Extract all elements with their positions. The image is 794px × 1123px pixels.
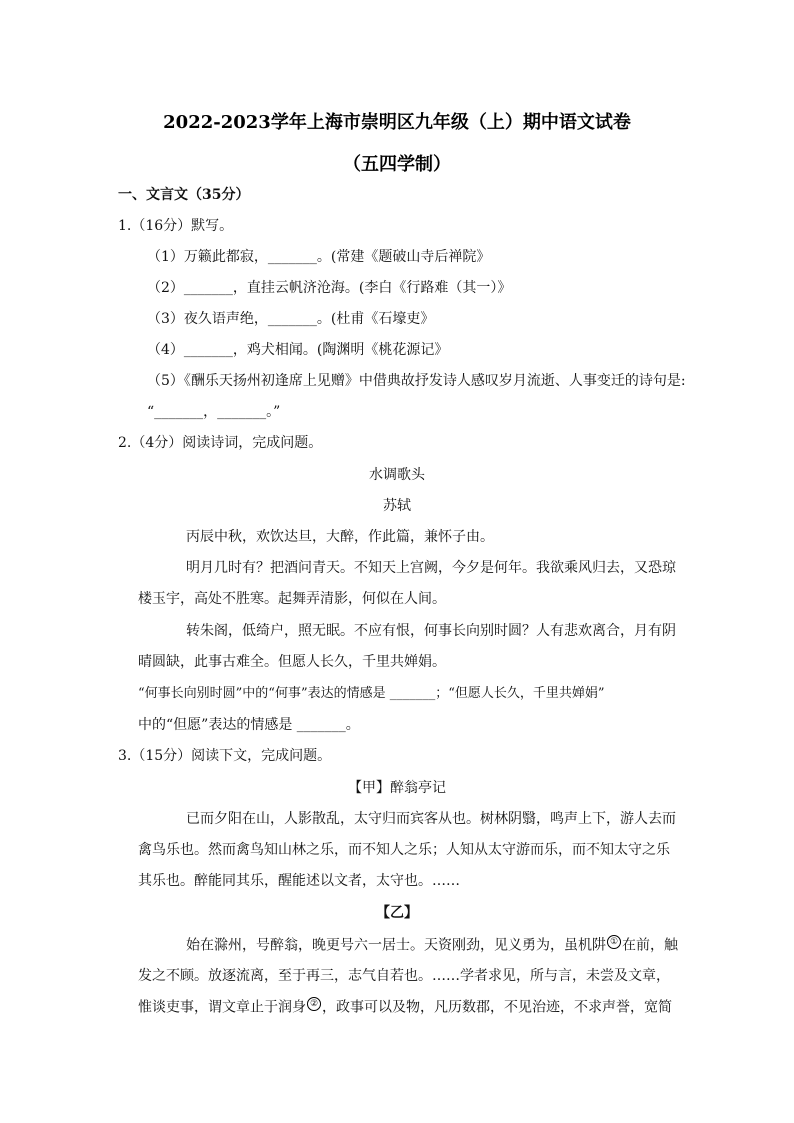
poem-title: 水调歌头 <box>369 467 425 483</box>
passage-jia-line: 禽鸟乐也。然而禽鸟知山林之乐，而不知人之乐；人知从太守游而乐，而不知太守之乐 <box>138 842 670 858</box>
document-subtitle: （五四学制） <box>343 154 451 175</box>
poem-line: 明月几时有？把酒问青天。不知天上宫阙，今夕是何年。我欲乘风归去，又恐琼 <box>186 560 676 576</box>
question-2-stem: 2.（4分）阅读诗词，完成问题。 <box>118 435 323 451</box>
document-title: 2022-2023学年上海市崇明区九年级（上）期中语文试卷 <box>163 112 631 133</box>
passage-yi-text: ，政事可以及物，凡历数郡，不见治迹，不求声誉，宽简 <box>322 999 672 1016</box>
question-3-stem: 3.（15分）阅读下文，完成问题。 <box>118 748 332 764</box>
question-1-item-4: （4）_______，鸡犬相闻。(陶渊明《桃花源记》 <box>147 342 449 358</box>
passage-yi-line <box>186 935 678 956</box>
section-heading: 一、文言文（35分） <box>118 187 250 203</box>
question-1-stem: 1.（16分）默写。 <box>118 218 234 234</box>
question-1-item-5-answer: “_______，_______。” <box>147 404 281 420</box>
passage-yi-title: 【乙】 <box>376 905 418 921</box>
footnote-marker: ① <box>607 935 621 949</box>
poem-preface: 丙辰中秋，欢饮达旦，大醉，作此篇，兼怀子由。 <box>186 529 494 545</box>
footnote-marker: ② <box>307 997 321 1011</box>
passage-yi-line: 发之不顾。放逐流离，至于再三，志气自若也。……学者求见，所与言，未尝及文章， <box>138 968 670 984</box>
passage-jia-line: 已而夕阳在山，人影散乱，太守归而宾客从也。树林阴翳，鸣声上下，游人去而 <box>186 811 676 827</box>
poem-line: 楼玉宇，高处不胜寒。起舞弄清影，何似在人间。 <box>138 591 446 607</box>
poem-author: 苏轼 <box>383 498 411 514</box>
question-1-item-2: （2）_______，直挂云帆济沧海。(李白《行路难（其一）》 <box>147 280 512 296</box>
question-1-item-5: （5）《酬乐天扬州初逢席上见赠》中借典故抒发诗人感叹岁月流逝、人事变迁的诗句是: <box>147 373 686 389</box>
question-1-item-3: （3）夜久语声绝，_______。(杜甫《石壕吏》 <box>147 311 435 327</box>
passage-yi-text: 始在滁州，号醉翁，晚更号六一居士。天资刚劲，见义勇为，虽机阱 <box>186 937 606 954</box>
question-1-item-1: （1）万籁此都寂，_______。(常建《题破山寺后禅院》 <box>147 249 491 265</box>
poem-line: 晴圆缺，此事古难全。但愿人长久，千里共婵娟。 <box>138 654 446 670</box>
passage-jia-line: 其乐也。醉能同其乐，醒能述以文者，太守也。…… <box>138 873 460 889</box>
passage-yi-text: 在前，触 <box>622 937 678 954</box>
passage-yi-text: 惟谈吏事，谓文章止于润身 <box>138 999 306 1016</box>
passage-jia-title: 【甲】醉翁亭记 <box>348 780 446 796</box>
question-2-prompt-line-1: “何事长向别时圆”中的“何事”表达的情感是 _______；“但愿人长久，千里共婵娟” <box>138 686 605 701</box>
question-2-prompt-line-2: 中的“但愿”表达的情感是 _______。 <box>138 717 360 733</box>
poem-line: 转朱阁，低绮户，照无眠。不应有恨，何事长向别时圆？人有悲欢离合，月有阴 <box>186 623 676 639</box>
passage-yi-line <box>138 997 672 1018</box>
